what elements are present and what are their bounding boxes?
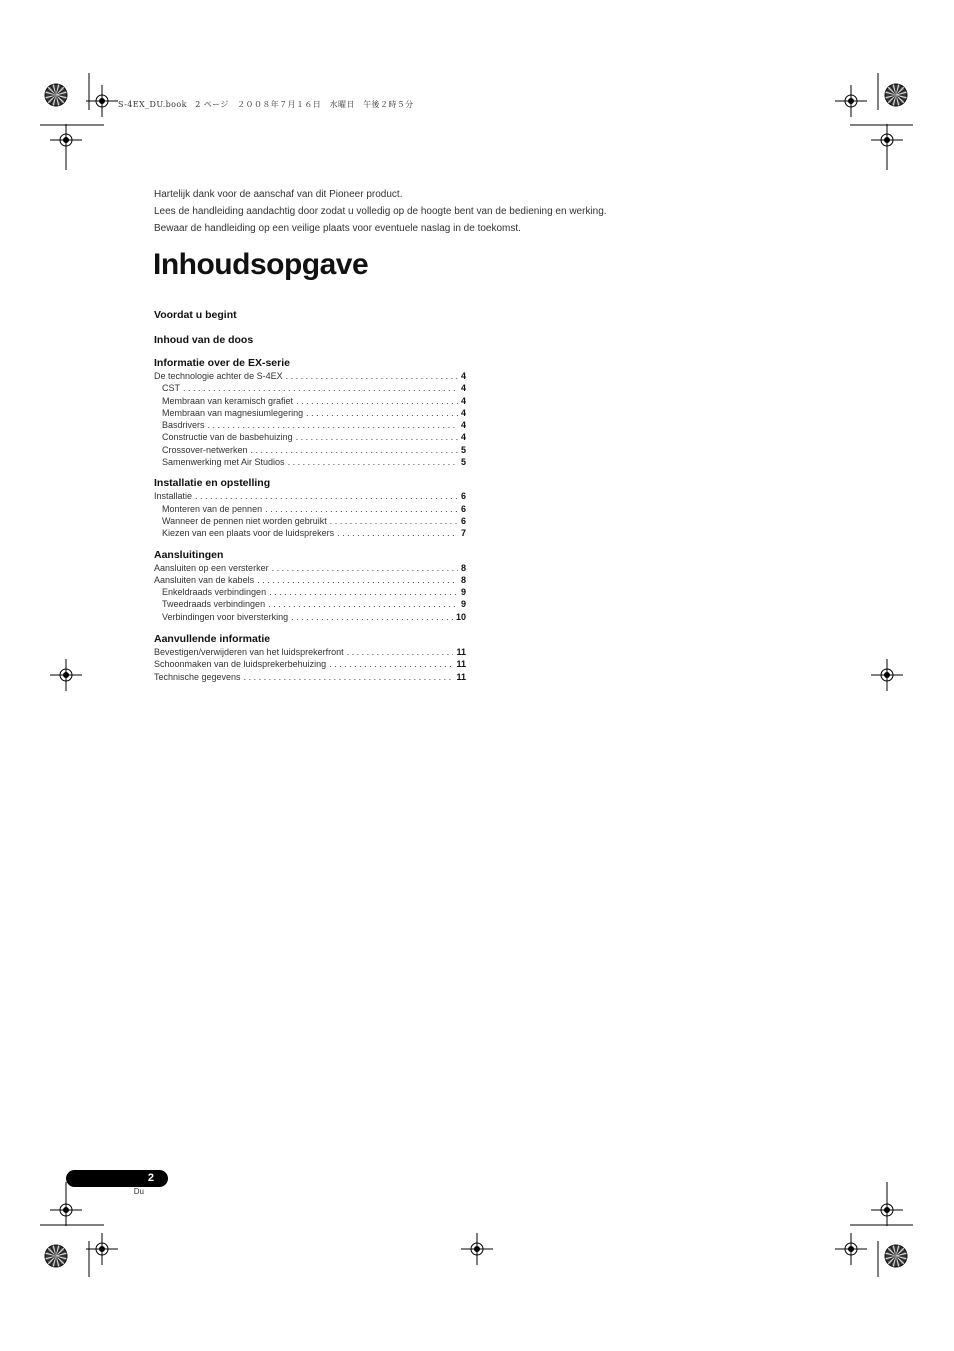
registration-crosshair [50,1194,82,1226]
toc-entry[interactable] [154,527,466,539]
toc-dot-leader [330,515,458,527]
toc-dot-leader [296,395,458,407]
toc-dot-leader [257,574,458,586]
toc-dot-leader [306,407,458,419]
toc-dot-leader [291,611,453,623]
toc-entry-page: 11 [456,671,466,682]
toc-dot-leader [195,490,458,502]
registration-crosshair [835,85,867,117]
toc-entry-page: 8 [460,574,466,585]
toc-entry[interactable] [154,646,466,658]
toc-section-title[interactable]: Voordat u begint [154,309,237,321]
toc-entry[interactable] [154,382,466,394]
toc-dot-leader [296,431,458,443]
registration-starburst [45,1245,67,1267]
intro-line: Lees de handleiding aandachtig door zodat u volledig op de hoogte bent van de bediening en werking. [154,206,607,217]
toc-entry[interactable] [154,370,466,382]
toc-entry[interactable] [154,456,466,468]
toc-entry[interactable] [154,515,466,527]
table-of-contents [154,300,466,683]
toc-entry-label: Basdrivers [162,420,205,431]
toc-entry-page: 11 [456,647,466,658]
toc-section [154,548,466,623]
toc-entry-label: Technische gegevens [154,671,241,682]
toc-entry-label: Installatie [154,491,193,502]
language-code: Du [133,1187,144,1196]
toc-entry[interactable] [154,431,466,443]
toc-entry-page: 9 [460,587,466,598]
intro-line: Hartelijk dank voor de aanschaf van dit Pioneer product. [154,189,403,200]
toc-entry-label: Crossover-netwerken [162,444,248,455]
toc-section [154,308,466,322]
toc-entry-label: Verbindingen voor biversterking [162,611,289,622]
toc-entry-label: Aansluiten van de kabels [154,574,255,585]
toc-entry-label: Enkeldraads verbindingen [162,587,267,598]
print-header-file-info: S-4EX_DU.book 2 ページ ２００８年７月１６日 水曜日 午後２時５分 [118,100,414,109]
toc-entry-label: CST [162,383,180,394]
toc-section-title[interactable]: Installatie en opstelling [154,477,271,490]
toc-dot-leader [286,370,458,382]
registration-crosshair [50,124,82,156]
toc-entry-page: 10 [455,611,466,622]
registration-crosshair [871,124,903,156]
intro-line: Bewaar de handleiding op een veilige plaats voor eventuele naslag in de toekomst. [154,223,521,234]
registration-starburst [45,84,67,106]
registration-crosshair [86,85,118,117]
toc-entry[interactable] [154,586,466,598]
toc-entry-label: Bevestigen/verwijderen van het luidsprekerfront [154,647,344,658]
toc-section-title[interactable]: Aanvullende informatie [154,633,271,646]
toc-dot-leader [337,527,458,539]
toc-entry-page: 4 [460,432,466,443]
toc-entry-label: Membraan van magnesiumlegering [162,407,304,418]
registration-starburst [885,84,907,106]
toc-dot-leader [329,658,453,670]
toc-dot-leader [272,562,458,574]
intro-text [154,186,714,237]
toc-entry[interactable] [154,574,466,586]
toc-entry[interactable] [154,562,466,574]
toc-entry[interactable] [154,395,466,407]
toc-entry-page: 8 [460,562,466,573]
toc-entry-label: Wanneer de pennen niet worden gebruikt [162,515,327,526]
toc-entry-label: Aansluiten op een versterker [154,562,269,573]
toc-section-title[interactable]: Inhoud van de doos [154,334,254,346]
registration-crosshair [50,659,82,691]
toc-dot-leader [347,646,454,658]
toc-entry[interactable] [154,503,466,515]
page-number: 2 [147,1172,154,1184]
registration-crosshair [86,1233,118,1265]
toc-section-title[interactable]: Aansluitingen [154,548,224,561]
toc-entry[interactable] [154,658,466,670]
registration-crosshair [871,659,903,691]
toc-dot-leader [268,598,458,610]
toc-entry-label: Monteren van de pennen [162,503,263,514]
toc-entry[interactable] [154,671,466,683]
toc-entry-label: Constructie van de basbehuizing [162,432,293,443]
registration-crosshair [835,1233,867,1265]
toc-entry-label: Membraan van keramisch grafiet [162,395,294,406]
toc-entry-label: Schoonmaken van de luidsprekerbehuizing [154,659,327,670]
toc-entry[interactable] [154,444,466,456]
toc-entry[interactable] [154,490,466,502]
toc-entry-label: Samenwerking met Air Studios [162,457,285,468]
toc-dot-leader [251,444,458,456]
toc-entry-page: 4 [460,383,466,394]
toc-entry-page: 4 [460,371,466,381]
registration-crosshair [871,1194,903,1226]
page-title: Inhoudsopgave [153,248,369,281]
toc-entry-label: De technologie achter de S-4EX [154,371,283,381]
toc-dot-leader [244,671,454,683]
toc-section-title[interactable]: Informatie over de EX-serie [154,357,290,369]
toc-entry[interactable] [154,419,466,431]
toc-entry-page: 11 [456,659,466,670]
toc-entry-page: 6 [460,491,466,502]
toc-dot-leader [265,503,458,515]
toc-entry-page: 4 [460,407,466,418]
registration-starburst [885,1245,907,1267]
toc-section [154,333,466,347]
toc-entry-page: 6 [460,503,466,514]
toc-entry[interactable] [154,598,466,610]
toc-dot-leader [208,419,458,431]
toc-entry-page: 5 [460,457,466,468]
toc-entry-page: 9 [460,599,466,610]
toc-entry-page: 4 [460,420,466,431]
toc-section [154,632,466,683]
toc-entry-page: 6 [460,515,466,526]
registration-crosshair [461,1233,493,1265]
toc-section [154,356,466,468]
toc-entry-label: Tweedraads verbindingen [162,599,266,610]
toc-dot-leader [269,586,458,598]
toc-section [154,476,466,539]
toc-dot-leader [183,382,458,394]
toc-dot-leader [288,456,458,468]
toc-entry-page: 7 [460,528,466,539]
toc-entry[interactable] [154,611,466,623]
toc-entry-page: 4 [460,395,466,406]
toc-entry-label: Kiezen van een plaats voor de luidsprekers [162,528,335,539]
toc-entry[interactable] [154,407,466,419]
toc-entry-page: 5 [460,444,466,455]
